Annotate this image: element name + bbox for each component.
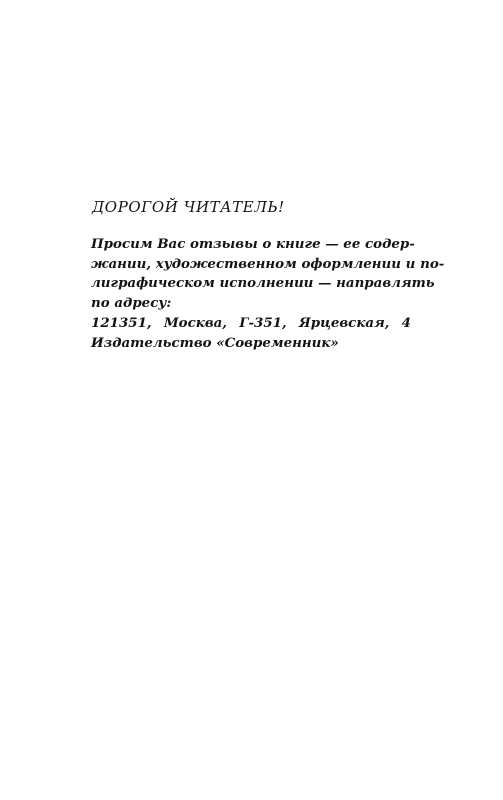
address-street: 121351, Москва, Г-351, Ярцевская, 4 <box>91 315 411 331</box>
paragraph-line: лиграфическом исполнении — направлять <box>91 275 435 291</box>
paragraph-line: Просим Вас отзывы о книге — ее содер- <box>91 236 415 252</box>
publisher-address <box>91 313 411 353</box>
paragraph-line: по адресу: <box>91 294 172 311</box>
page-title: ДОРОГОЙ ЧИТАТЕЛЬ! <box>92 198 285 216</box>
request-paragraph <box>91 235 445 313</box>
paragraph-line: жании, художественном оформлении и по- <box>91 255 445 272</box>
publisher-name: Издательство «Современник» <box>91 335 339 351</box>
